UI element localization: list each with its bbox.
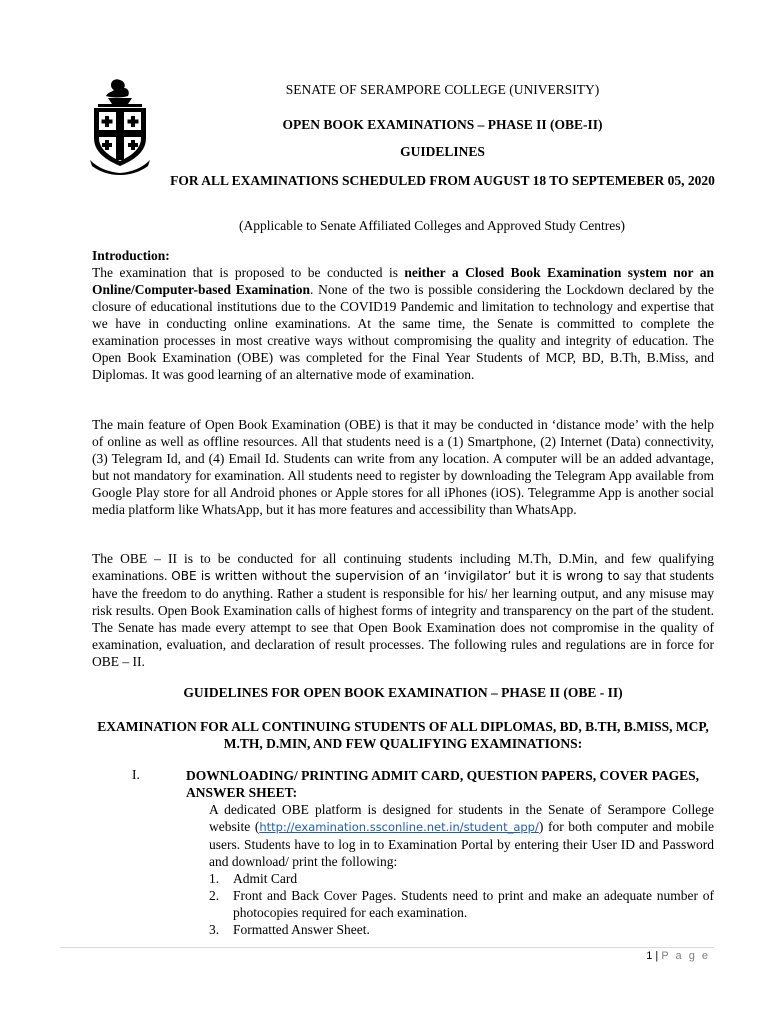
- section-text-b: ) for both computer and mobile users. Students have to log in to Examination Portal by entering their User ID and Password and download/ print the following:: [209, 819, 714, 869]
- section-text-a: A dedicated OBE platform is designed for students in the Senate of Serampore College website (: [209, 802, 714, 834]
- intro-text-b: . None of the two is possible considering the Lockdown declared by the closure of educational institutions due to the COVID19 Pandemic and limitation to technology and expertise that we have in conducting online examinations. At the same time, the Senate is committed to complete the examination processes in most creative ways without compromising the quality and integrity of education. The Open Book Examination (OBE) was completed for the Final Year Students of MCP, BD, B.Th, B.Miss, and Diplomas. It was good learning of an alternative mode of examination.: [92, 282, 715, 382]
- page-number: 1: [646, 950, 653, 962]
- obe-ii-paragraph: [92, 550, 714, 670]
- guidelines-heading: GUIDELINES FOR OPEN BOOK EXAMINATION – PHASE II (OBE - II): [183, 685, 623, 700]
- section-body: [209, 801, 714, 938]
- section-intro: [209, 801, 714, 870]
- obe-ii-text-a: The OBE – II is to be conducted for all continuing students including M.Th, D.Min, and few qualifying examinations.: [92, 551, 714, 583]
- applicability-note: (Applicable to Senate Affiliated Colleges and Approved Study Centres): [239, 218, 625, 233]
- list-item: [209, 870, 714, 887]
- section-title: DOWNLOADING/ PRINTING ADMIT CARD, QUESTION PAPERS, COVER PAGES, ANSWER SHEET:: [186, 768, 700, 800]
- obe-features-text: The main feature of Open Book Examination (OBE) is that it may be conducted in ‘distance mode’ with the help of online as well as offline resources. All that students need is a (1) Smartphone, (2) Internet (Data) connectivity, (3) Telegram Id, and (4) Email Id. Students can write from any location. A computer will be an added advantage, but not mandatory for examination. All students need to register by downloading the Telegram App available from Google Play store for all Android phones or Apple stores for all iPhones (iOS). Telegramme App is another social media platform like WhatsApp, but it has more features and accessibility than WhatsApp.: [92, 417, 714, 517]
- list-item-number: 3.: [209, 922, 220, 937]
- list-item-text: Admit Card: [233, 871, 298, 886]
- obe-features-paragraph: [92, 416, 714, 518]
- list-item: [209, 887, 714, 921]
- intro-text-a: The examination that is proposed to be conducted is: [92, 265, 405, 280]
- page-label: P a g e: [661, 950, 710, 962]
- obe-ii-text-b: say that students have the freedom to do anything. Rather a student is responsible for his/ her learning output, and any misuse may risk results. Open Book Examination calls of highest forms of integrity and transparency on the part of the student. The Senate has made every attempt to see that Open Book Examination does not compromise in the quality of examination, evaluation, and declaration of result processes. The following rules and regulations are in force for OBE – II.: [92, 568, 715, 669]
- exam-phase-title: OPEN BOOK EXAMINATIONS – PHASE II (OBE-II): [282, 117, 603, 132]
- page-footer: [646, 950, 710, 962]
- introduction-section: [92, 247, 714, 383]
- student-app-link[interactable]: http://examination.ssconline.net.in/student_app/: [259, 820, 539, 834]
- download-list: [209, 870, 714, 938]
- list-item-number: 1.: [209, 871, 220, 886]
- list-item-number: 2.: [209, 888, 220, 903]
- intro-emphasis: neither a Closed Book Examination system nor an Online/Computer-based Examination: [92, 265, 714, 297]
- list-item: [209, 921, 714, 938]
- list-item-text: Front and Back Cover Pages. Students need to print and make an adequate number of photocopies required for each examination.: [233, 888, 714, 920]
- university-title: SENATE OF SERAMPORE COLLEGE (UNIVERSITY): [285, 82, 600, 97]
- obe-ii-text-sans: OBE is written without the supervision of an ‘invigilator’ but it is wrong to: [171, 569, 620, 583]
- introduction-heading: Introduction:: [92, 248, 170, 263]
- introduction-paragraph: [92, 264, 714, 383]
- schedule-title: FOR ALL EXAMINATIONS SCHEDULED FROM AUGUST 18 TO SEPTEMEBER 05, 2020: [170, 173, 715, 188]
- obe-ii-text: [92, 550, 714, 670]
- section-number: I.: [132, 767, 140, 782]
- list-item-text: Formatted Answer Sheet.: [233, 922, 370, 937]
- page-separator: |: [655, 950, 659, 962]
- footer-divider: [60, 947, 714, 948]
- crest-logo: [88, 76, 152, 176]
- examination-heading: EXAMINATION FOR ALL CONTINUING STUDENTS OF ALL DIPLOMAS, BD, B.TH, B.MISS, MCP, M.TH, D.MIN, AND FEW QUALIFYING EXAMINATIONS:: [97, 719, 709, 751]
- guidelines-title: GUIDELINES: [400, 144, 485, 159]
